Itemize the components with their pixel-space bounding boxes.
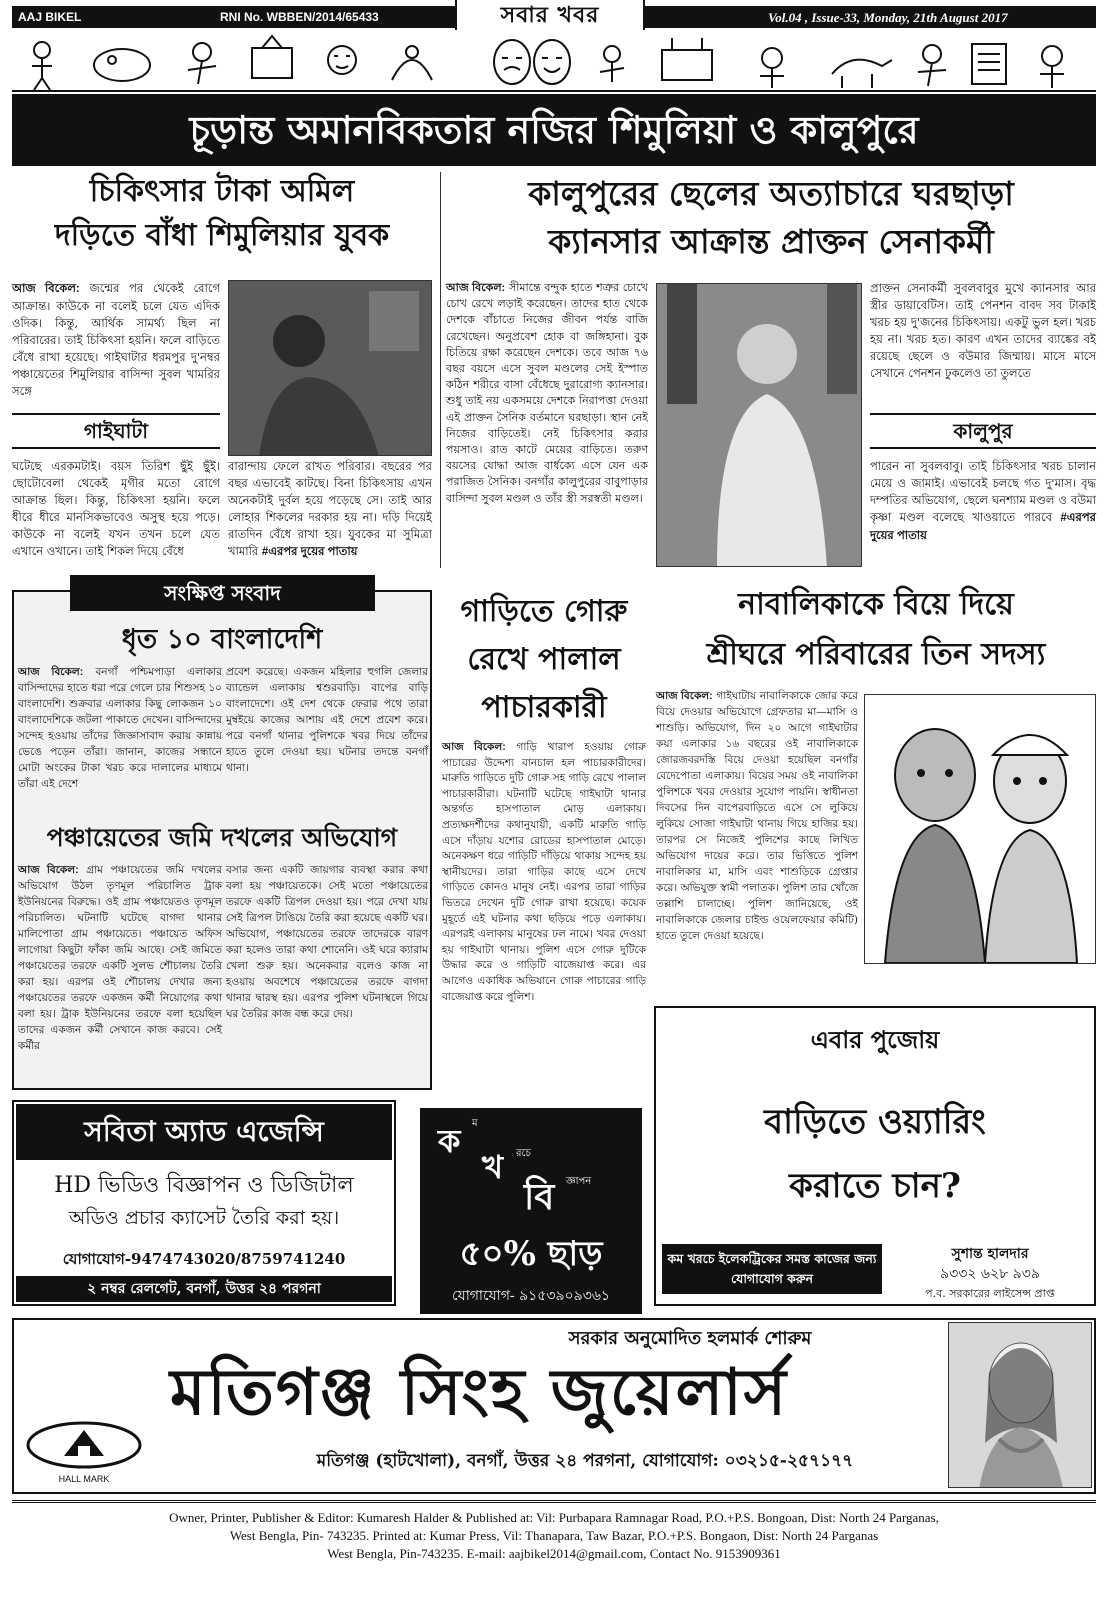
- elderly-man-image: [657, 284, 862, 567]
- ad-wiring-name: সুশান্ত হালদার: [951, 1246, 1029, 1262]
- ad-wiring-lines: [654, 1090, 1096, 1218]
- ad-discount-k1: ক: [438, 1122, 461, 1160]
- hallmark-label: HALL MARK: [58, 1474, 110, 1484]
- ad-discount-k1s: ম: [472, 1118, 478, 1129]
- story2-headline: [446, 170, 1096, 266]
- story2-headline-line1: কালুপুরের ছেলের অত্যাচারে ঘরছাড়া: [528, 174, 1014, 213]
- ad-discount-box: [420, 1108, 642, 1314]
- brief-body-2a: গ্রাম পঞ্চায়েতের জমি দখলের অভিযোগ উঠল তৃণমূল পরিচালিত ট্রাক ইউনিয়নের বিরুদ্ধে। ওই গ্রাম পঞ্চায়েতও তৃণমূল পরিচালিত। ঘটনাটি ঘটেছে বাগদা থানার মালিপোতা গ্রাম পঞ্চায়েতে। পঞ্চায়েত অফিস লাগোয়া কিছুটা ফাঁকা জমি আছে। সেই জমিতে পঞ্চায়েতের তরফে একটি সুলভ শৌচালয় তৈরি করা হয়। এরপর ওই শৌচালয় দেখার জন্য পঞ্চায়েতের তরফে একজন কর্মী নিয়োগের কথা বলা হয়। ট্রাক ইউনিয়নের তরফে বলা হয়েছিল তাদের একজন কর্মী সেখানে কাজ করবে। সেই কর্মীর: [18, 864, 223, 1052]
- ad-jewellers-name: মতিগঞ্জ সিংহ জুয়েলার্স: [169, 1355, 788, 1430]
- story4-body: গাইঘাটায় নাবালিকাকে জোর করে বিয়ে দেওয়ার অভিযোগে গ্রেফতার মা—মাসি ও শাশুড়ি। অভিযোগ, দিন ২০ আগে গাইঘাটার কয়া এলাকার ১৬ বছরের ওই নাবালিকাকে জোরজবরদস্তি বিয়ে দেওয়া হয়েছিল বনগাঁর বেদেপোতা এলাকায়। বিয়ের সময় ওই নাবালিকা পুলিশকে খবর দেওয়ার সুযোগ পায়নি। স্বাধীনতা দিবসের দিন বাপেরবাড়িতে এসে সে লুকিয়ে লুকিয়ে সোজা গাইঘাটা থানায় গিয়ে হাজির হয়। তারপর সে নিজেই পুলিশের কাছে লিখিত অভিযোগ দায়ের করে। তার ভিত্তিতে পুলিশ নাবালিকার মা, মাসি এবং শাশুড়িকে গ্রেপ্তার করে। অভিযুক্ত স্বামী পলাতক। পুলিশ তার খোঁজে তল্লাশি চালাচ্ছে। পুলিশ জানিয়েছে, ওই নাবালিকাকে জেলার চাইল্ড ওয়েলফেয়ার কমিটি) হাতে তুলে দেওয়া হয়েছে।: [656, 690, 859, 942]
- model-image: [949, 1323, 1092, 1488]
- ad-wiring-phone: ৯৩৩২ ৬২৮ ৯৩৯: [940, 1266, 1040, 1282]
- story3-headline-line2: রেখে পালাল: [467, 642, 621, 677]
- story3-byline: আজ বিকেল:: [442, 741, 506, 753]
- story1-headline-line2: দড়িতে বাঁধা শিমুলিয়ার যুবক: [54, 218, 390, 253]
- footer-line2: West Bengla, Pin- 743235. Printed at: Kumar Press, Vil: Thanapara, Taw Bazar, P.O.+P.S. Bongaon, Dist: North 24 Parganas: [229, 1528, 879, 1543]
- wedding-illustration: [864, 694, 1096, 964]
- footer-line3: West Bengla, Pin-743235. E-mail: aajbikel2014@gmail.com, Contact No. 9153909361: [327, 1546, 781, 1561]
- story3-body: গাড়ি খারাপ হওয়ায় গোরু পাচারের উদ্দেশ্য বানচাল হল পাচারকারীদের। মারুতি গাড়িতে দুটি গোরু সহ গাড়ি রেখে পালাল পাচারকারীরা। ঘটনাটি ঘটেছে গাইঘাটা থানার অন্তর্গত হাসপাতাল মোড় এলাকায়। প্রত্যক্ষদর্শীদের কথানুযায়ী, একটি মারুতি গাড়ি এসে দাঁড়ায় যশোর রোডের হাসপাতাল মোড়ে। অনেকক্ষণ ধরে গাড়িটি দাঁড়িয়ে থাকায় সন্দেহ হয় স্থানীয়দের। তারা গাড়ির কাছে এসে দেখে গাড়িতে কোনও মানুষ নেই। এরপর তারা গাড়ির ভিতরে দেখেন দুটি গোরু রাখা হয়েছে। কয়েক মুহূর্তে এই ঘটনার কথা ছড়িয়ে পড়ে এলাকায়। এরপরই এলাকায় মানুষের ঢল নামে। খবর দেওয়া হয় গাইঘাটা থানায়। পুলিশ এসে গোরু দুটিকে উদ্ধার করে ও গাড়িটি বাজেয়াপ্ত করে। এর আগেও একাধিক অভিযানে গোরু পাচারের গাড়ি বাজেয়াপ্ত করে পুলিশ।: [442, 741, 646, 1003]
- brief-headline-1: ধৃত ১০ বাংলাদেশি: [121, 624, 323, 655]
- brief-body-1a: বনগাঁ পশ্চিমপাড়া এলাকার বাসিন্দাদের হাতে ধরা পরে গেলে চার শিশুসহ ১০ বাংলাদেশি। শুক্রবার এলাকার কিছু লোকজন ১০ বাংলাদেশিকে জটলা পাকাতে দেখেন। বাসিন্দাদের সন্দেহ হওয়ায় তাঁদের জিজ্ঞাসাবাদ করায় কান্নায় ভেঙে পড়েন তাঁরা। জানান, কাজের সন্ধানে মোটা অংকের টাকা খরচ করে দালালের মাধ্যমে তাঁরা এই দেশে: [18, 666, 222, 790]
- ad-agency-contact: যোগাযোগ-9474743020/8759741240: [62, 1250, 346, 1268]
- ad-agency-line2: অডিও প্রচার ক্যাসেট তৈরি করা হয়।: [68, 1207, 340, 1229]
- ad-wiring-note: কম খরচে ইলেকট্রিকের সমস্ত কাজের জন্য যোগাযোগ করুন: [662, 1244, 882, 1294]
- cartoon-strip: [12, 30, 1096, 92]
- story2-body-a: সীমান্তে বন্দুক হাতে শত্রুর চোখে চোখ রেখে লড়াই করেছেন। তাদের হাত থেকে দেশকে বাঁচাতে নিজের জীবন পর্যন্ত বাজি রেখেছেন। অনুপ্রবেশ হোক বা জঙ্গিহানা। বুক চিতিয়ে রক্ষা করেছেন দেশকে। তবে আজ ৭৬ বছর বয়সে এসে সুবল মণ্ডলের সেই ইস্পাত কঠিন শরীরে বাসা বেঁধেছে দুরারোগ্য ক্যানসার। শুধু তাই নয় একসময়ে দেশকে নিরাপত্তা দেওয়া এই প্রাক্তন সৈনিক বর্তমানে ঘরছাড়া। স্থান নেই নিজের বাড়িতেই। নেই চিকিৎসার করার পয়সাও। রাত কাটে মেয়ের বাড়িতে। তরুণ বয়সের যোদ্ধা আজ বার্ধক্যে এসে যেন এক পরাজিত সৈনিক।: [446, 281, 648, 489]
- story1-continue: #এরপর দুয়ের পাতায়: [261, 546, 358, 558]
- ad-discount-k3s: জ্ঞাপন: [566, 1176, 592, 1187]
- story1-text-c: [228, 458, 432, 561]
- story1-body-c: বারান্দায় ফেলে রাখত পরিবার। বছরের পর বছর এভাবেই কাটছে। বিনা চিকিৎসায় এখন অনেকটাই দুর্বল হয়ে পড়েছে সে। তাই আর লোহার শিকলের দরকার হয় না। দড়ি দিয়েই রাতদিন বেঁধে রাখা হয়। যুবকের মা সুমিত্রা খামারি: [228, 459, 432, 558]
- story2-body-d: বৃদ্ধ দম্পতির অভিযোগ, ছেলে ঘনশ্যাম মণ্ডল ও বউমা কৃষ্ণা মণ্ডল বলেছে খাওয়াতে পারবে: [870, 476, 1096, 524]
- column-divider: [440, 172, 441, 568]
- ad-discount-offer: ৫০% ছাড়: [459, 1234, 603, 1274]
- story3-text: [442, 740, 646, 1005]
- issue-info: Vol.04 , Issue-33, Monday, 21th August 2017: [768, 10, 1008, 25]
- brief-headline-2: পঞ্চায়েতের জমি দখলের অভিযোগ: [46, 823, 398, 852]
- story1-headline: [12, 170, 432, 258]
- story4-headline: [656, 580, 1096, 680]
- ad-discount-k2: খ: [482, 1148, 504, 1186]
- story4-headline-line1: নাবালিকাকে বিয়ে দিয়ে: [738, 587, 1014, 622]
- section-title: সবার খবর: [455, 0, 645, 30]
- ad-discount-k2s: রচে: [516, 1148, 531, 1159]
- ad-wiring-license: প.ব. সরকারের লাইসেন্স প্রাপ্ত: [925, 1287, 1055, 1300]
- story2-continue: #এরপর দুয়ের পাতায়: [870, 512, 1097, 542]
- brief-byline-1: আজ বিকেল:: [18, 666, 84, 678]
- story1-text-a: [12, 280, 220, 400]
- story2-text-c: [870, 458, 1096, 545]
- brief-body-2b: বসার জন্য একটি জায়গার ব্যবস্থা করার কথা বলা হয় পঞ্চায়েতকে। সেই মতো পঞ্চায়েতের তরফে একটি ত্রিপল দেওয়া হয়। পরে দেখা যায় সেই ত্রিপল টাঙিয়ে তৈরি করা হয়েছে একটি ঘর। অভিযোগ, পঞ্চায়েতের তরফে তাদেরকে বারণ করা হলেও তারা কথা শোনেনি। ওই ঘরে ক্যারাম খেলা শুরু হয়। অনেকবার বলেও কাজ না হওয়ায় অবশেষে পঞ্চায়েতের তরফে বাগদা থানার দ্বারস্থ হয়। এরপর পুলিশ ঘটনাস্থলে গিয়ে ঘর তৈরির কাজ বন্ধ করে দেয়।: [226, 864, 428, 1020]
- story1-place: গাইঘাটা: [12, 413, 220, 449]
- ad-wiring-line1: বাড়িতে ওয়্যারিং: [764, 1102, 986, 1142]
- story1-body-b: ঘটেছে এরকমটাই। বয়স তিরিশ ছুঁই ছুঁই। ছোটোবেলা থেকেই মৃগীর মতো রোগে আক্রান্ত ছিল। কিন্তু, চিকিৎসা হয়নি। ফলে ধীরে ধীরে মানসিকভাবেও অসুস্থ হয়ে পড়ে। কাউকে না বলেই যখন তখন চলে যেত এখানে ওখানে। তাই শিকল দিয়ে বেঁধে: [12, 459, 220, 558]
- young-man-image: [229, 281, 432, 456]
- story2-headline-line2: ক্যানসার আক্রান্ত প্রাক্তন সেনাকর্মী: [548, 222, 994, 261]
- brief-body-1b: প্রবেশ করেছে। একজন মহিলার হুগলি জেলার ব্যান্ডেল এলাকায় শ্বশুরবাড়ি। বাপের বাড়ি বাংলাদেশে। ওই দেশ থেকে ফেরার পথে তারা মুম্বইয়ে কাজের আশায় এই দেশে প্রবেশ করে। পরে বনগাঁ থানার পুলিশকে খবর দিয়ে তাঁদের হাতে তুলে দেওয়া হয়। ঘটনার তদন্তে বনগাঁ থানা।: [226, 666, 428, 774]
- hallmark-icon: [24, 1420, 144, 1470]
- story2-body-c: পারেন না সুবলবাবু। তাই চিকিৎসার খরচ চালান মেয়ে ও জামাই। এভাবেই চলছে গত দু'মাস।: [870, 459, 1096, 490]
- story4-text: [656, 688, 858, 944]
- ad-discount-k3: বি: [524, 1176, 555, 1218]
- brief-text-2a: [18, 862, 222, 1054]
- ad-wiring-contact: [888, 1244, 1092, 1304]
- ad-jewellers-tagline: সরকার অনুমোদিত হলমার্ক শোরুম: [568, 1328, 812, 1349]
- ad-agency-lines: [16, 1170, 392, 1234]
- footer-imprint: [12, 1500, 1096, 1596]
- ad-discount-contact: যোগাযোগ- ৯১৫৩৯০৯৩৬১: [451, 1288, 611, 1304]
- brief-news-label: সংক্ষিপ্ত সংবাদ: [70, 575, 375, 611]
- ad-agency-address: ২ নম্বর রেলগেট, বনগাঁ, উত্তর ২৪ পরগনা: [16, 1276, 392, 1302]
- banner-headline: চূড়ান্ত অমানবিকতার নজির শিমুলিয়া ও কালুপুরে: [12, 94, 1096, 166]
- story2-photo: [656, 283, 862, 567]
- jewellers-model-photo: [948, 1322, 1092, 1488]
- footer-line1: Owner, Printer, Publisher & Editor: Kumaresh Halder & Published at: Vil: Purbapara Ramnagar Road, P.O.+P.S. Bongoan, Dist: North 24 Parganas,: [169, 1510, 939, 1525]
- ad-jewellers-address: মতিগঞ্জ (হাটখোলা), বনগাঁ, উত্তর ২৪ পরগনা, যোগাযোগ: ০৩২১৫-২৫৭১৭৭: [316, 1451, 854, 1471]
- rni-number: RNI No. WBBEN/2014/65433: [220, 10, 379, 24]
- ad-wiring-top: এবার পুজোয়: [810, 1025, 940, 1054]
- story3-headline: [442, 588, 646, 732]
- cartoon-illustrations: [12, 30, 1096, 92]
- brief-text-1a: [18, 664, 222, 792]
- story1-body-a: জন্মের পর থেকেই রোগে আক্রান্ত। কাউকে না বলেই চলে যেত এদিক ওদিক। কিন্তু, আর্থিক সামর্থ্য ছিল না পরিবারের। তাই চিকিৎসা হয়নি। ফলে বাড়িতে বেঁধে রাখা হয়েছে। গাইঘাটার ধরমপুর দু'নম্বর পঞ্চায়েতের শিমুলিয়ার বাসিন্দা সুবল খামরির সঙ্গে: [12, 281, 220, 398]
- hallmark-logo: [24, 1420, 144, 1486]
- story3-headline-line3: পাচারকারী: [481, 690, 607, 725]
- ad-agency-line1: HD ভিডিও বিজ্ঞাপন ও ডিজিটাল: [54, 1173, 354, 1198]
- ad-wiring-line2: করাতে চান?: [789, 1166, 961, 1206]
- ad-agency-title: সবিতা অ্যাড এজেন্সি: [16, 1104, 392, 1160]
- story2-body-b: প্রাক্তন সেনাকর্মী সুবলবাবুর মুখে ক্যানসার আর স্ত্রীর ডায়াবেটিস। তাই পেনশন বাবদ সব টাকাই খরচ হয় দু'জনের চিকিৎসায়। একটু ভুল হল। খরচ হয় না। খরচ হত। কারণ এখন তাদের ব্যাঙ্কের বই রয়েছে ছেলে ও বউমার জিম্মায়। মাসে মাসে সেখানে পেনশন ঢুকলেও তা তুলতে: [870, 281, 1096, 380]
- story2-place: কালুপুর: [870, 413, 1096, 449]
- story2-byline: আজ বিকেল:: [446, 282, 506, 294]
- story4-headline-line2: শ্রীঘরে পরিবারের তিন সদস্য: [706, 637, 1046, 672]
- bride-groom-image: [865, 695, 1095, 963]
- paper-name: AAJ BIKEL: [18, 10, 82, 24]
- story2-body-a2: বনগাঁর কালুপুরের বাবুপাড়ার বাসিন্দা সুবল মণ্ডল ও তাঁর স্ত্রী সরস্বতী মণ্ডল।: [446, 475, 648, 505]
- story1-photo: [228, 280, 432, 456]
- story1-headline-line1: চিকিৎসার টাকা অমিল: [89, 174, 355, 209]
- story3-headline-line1: গাড়িতে গোরু: [460, 594, 628, 629]
- story2-text-a: [446, 280, 648, 507]
- story1-byline: আজ বিকেল:: [12, 283, 80, 295]
- story4-byline: আজ বিকেল:: [656, 690, 713, 702]
- brief-byline-2: আজ বিকেল:: [18, 864, 79, 876]
